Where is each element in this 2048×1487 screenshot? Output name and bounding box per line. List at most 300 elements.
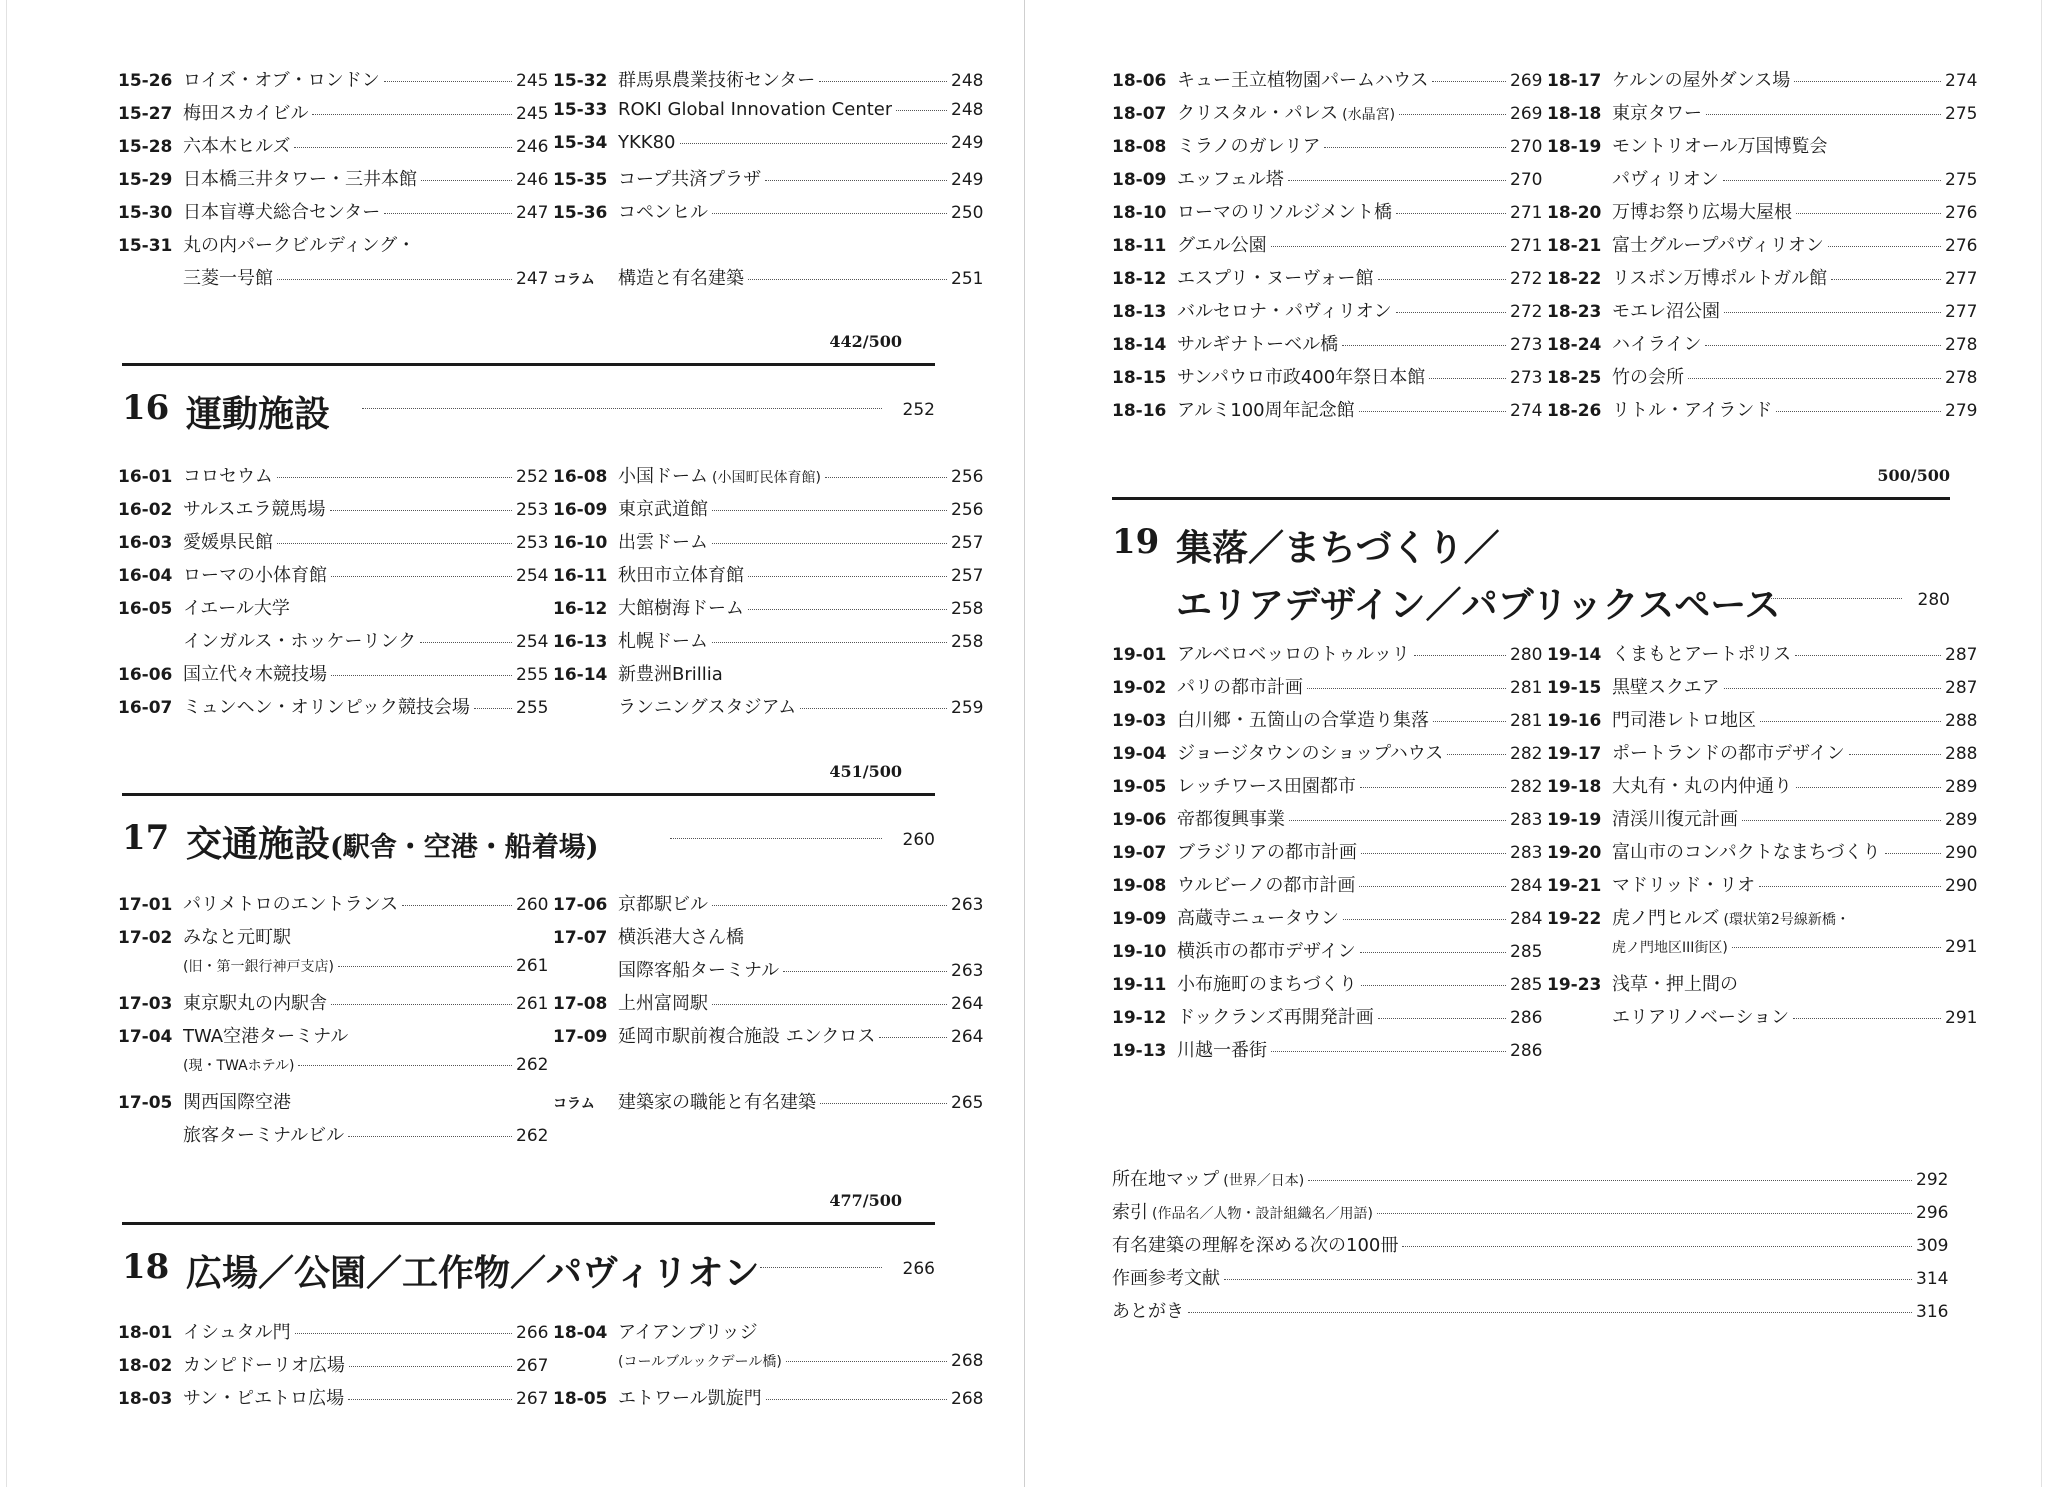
entry-title-text: 作画参考文献: [1112, 1268, 1220, 1289]
dot-leader: [1432, 81, 1506, 82]
entry-page: 282: [1510, 777, 1543, 797]
entry-title: [618, 66, 815, 92]
dot-leader: [384, 213, 512, 214]
entry-code: 15-29: [118, 170, 173, 190]
entry-title-text: 所在地マップ: [1112, 1169, 1220, 1190]
entry-title-text: みなと元町駅: [183, 927, 291, 948]
dot-leader: [748, 609, 947, 610]
toc-entry: [553, 693, 983, 726]
dot-leader: [1796, 787, 1941, 788]
dot-leader: [330, 510, 512, 511]
entry-page: 291: [1945, 937, 1978, 957]
dot-leader: [1776, 411, 1941, 412]
toc-column: [1112, 66, 1542, 429]
dot-leader: [277, 279, 512, 280]
toc-entry: [553, 890, 983, 923]
toc-entry: [1112, 330, 1542, 363]
entry-code: コラム: [553, 1096, 595, 1112]
section-page: 252: [902, 400, 935, 420]
entry-counter: 442/500: [829, 332, 902, 351]
entry-title-text: 虎ノ門ヒルズ: [1612, 908, 1720, 929]
entry-code: 18-04: [553, 1323, 608, 1343]
entry-page: 272: [1510, 269, 1543, 289]
toc-entry: [553, 923, 983, 956]
toc-column: [1547, 66, 1977, 429]
entry-code: 19-08: [1112, 876, 1167, 896]
dot-leader: [1706, 114, 1941, 115]
toc-entry: [1547, 871, 1977, 904]
entry-title: [1177, 231, 1267, 257]
dot-leader: [1433, 721, 1506, 722]
entry-code: 19-11: [1112, 975, 1167, 995]
toc-entry: [1547, 1003, 1977, 1036]
dot-leader: [1399, 114, 1506, 115]
entry-code: 18-13: [1112, 302, 1167, 322]
dot-leader: [1831, 279, 1941, 280]
entry-code: 19-05: [1112, 777, 1167, 797]
entry-title-text: 索引: [1112, 1202, 1148, 1223]
entry-title: [1177, 264, 1374, 290]
entry-title: [1177, 363, 1425, 389]
entry-title-text: 帝都復興事業: [1177, 809, 1285, 830]
entry-page: 277: [1945, 269, 1978, 289]
entry-title-text: 延岡市駅前複合施設 エンクロス: [618, 1026, 876, 1047]
entry-title-text: 高蔵寺ニュータウン: [1177, 908, 1339, 929]
entry-code: 18-22: [1547, 269, 1602, 289]
toc-entry: [118, 198, 548, 231]
dot-leader: [420, 642, 512, 643]
entry-title: [183, 890, 398, 916]
entry-title-text: 万博お祭り広場大屋根: [1612, 202, 1792, 223]
entry-title-text: アイアンブリッジ: [618, 1322, 758, 1343]
toc-entry: [118, 1121, 548, 1154]
entry-title-text: 国際客船ターミナル: [618, 960, 780, 981]
entry-title: [618, 132, 676, 153]
dot-leader: [786, 1361, 947, 1362]
entry-note: (水晶宮): [1342, 107, 1396, 123]
toc-entry: [1112, 772, 1542, 805]
dot-leader: [712, 510, 947, 511]
toc-entry: [553, 264, 983, 297]
dot-leader: [748, 576, 947, 577]
entry-title: [1177, 1036, 1267, 1062]
entry-page: 256: [951, 467, 984, 487]
entry-title-text: ケルンの屋外ダンス場: [1612, 70, 1791, 91]
dot-leader: [712, 1004, 947, 1005]
toc-entry: [118, 132, 548, 165]
toc-entry: [1547, 165, 1977, 198]
entry-title: [183, 132, 290, 158]
toc-entry: [553, 1022, 983, 1055]
entry-code: 15-30: [118, 203, 173, 223]
dot-leader: [295, 1333, 512, 1334]
entry-title: [1177, 297, 1392, 323]
entry-title: [1177, 330, 1338, 356]
entry-title: [618, 198, 708, 224]
entry-title-text: 横浜市の都市デザイン: [1177, 941, 1356, 962]
entry-title: [618, 99, 892, 120]
section-title-line1: 集落／まちづくり／: [1176, 527, 1500, 569]
entry-title: [183, 693, 470, 719]
toc-entry: [553, 231, 983, 264]
entry-code: 18-11: [1112, 236, 1167, 256]
entry-code: 18-12: [1112, 269, 1167, 289]
entry-code: 18-21: [1547, 236, 1602, 256]
entry-page: 261: [516, 994, 549, 1014]
entry-title-text: 小国ドーム: [618, 466, 708, 487]
toc-entry: [118, 1088, 548, 1121]
entry-page: 316: [1916, 1302, 1949, 1322]
entry-page: 281: [1510, 678, 1543, 698]
entry-code: 19-01: [1112, 645, 1167, 665]
toc-entry: [1112, 1003, 1542, 1036]
section-title-line2: エリアデザイン／パブリックスペース: [1176, 584, 1781, 626]
entry-page: 247: [516, 269, 549, 289]
entry-code: 17-06: [553, 895, 608, 915]
entry-title: [1612, 231, 1824, 257]
entry-page: 257: [951, 533, 984, 553]
dot-leader: [1885, 853, 1941, 854]
dot-leader: [819, 81, 947, 82]
dot-leader: [298, 1065, 512, 1066]
dot-leader: [896, 110, 947, 111]
toc-column: [553, 66, 983, 297]
entry-title: [618, 1318, 758, 1344]
entry-code: 17-05: [118, 1093, 173, 1113]
entry-title: [183, 1351, 345, 1377]
entry-title: [618, 989, 708, 1015]
entry-title-text: 虎ノ門地区III街区): [1612, 940, 1728, 956]
entry-page: 281: [1510, 711, 1543, 731]
toc-entry: [1547, 706, 1977, 739]
entry-code: 16-08: [553, 467, 608, 487]
entry-title-text: 大丸有・丸の内仲通り: [1612, 776, 1792, 797]
entry-title-text: リスボン万博ポルトガル館: [1612, 268, 1828, 289]
entry-page: 267: [516, 1389, 549, 1409]
entry-title: [1612, 805, 1738, 831]
entry-page: 273: [1510, 368, 1543, 388]
entry-title-text: ウルビーノの都市計画: [1177, 875, 1356, 896]
toc-entry: [553, 132, 983, 165]
entry-page: 246: [516, 170, 549, 190]
entry-code: 18-07: [1112, 104, 1167, 124]
section-title: [186, 386, 330, 437]
entry-title-text: (旧・第一銀行神戸支店): [183, 959, 334, 975]
entry-title: [1612, 673, 1720, 699]
entry-title-text: ミュンヘン・オリンピック競技会場: [183, 697, 470, 718]
toc-entry: [118, 528, 548, 561]
entry-page: 314: [1916, 1269, 1949, 1289]
entry-title: [1177, 396, 1355, 422]
entry-page: 266: [516, 1323, 549, 1343]
toc-entry: [1112, 165, 1542, 198]
entry-page: 264: [951, 994, 984, 1014]
entry-title: [618, 693, 796, 719]
entry-code: 18-10: [1112, 203, 1167, 223]
entry-title-text: サンパウロ市政400年祭日本館: [1177, 367, 1426, 388]
entry-title-text: 横浜港大さん橋: [618, 927, 744, 948]
entry-code: 18-17: [1547, 71, 1602, 91]
dot-leader: [1766, 598, 1902, 599]
entry-title-text: アルミ100周年記念館: [1177, 400, 1355, 421]
toc-entry: [118, 660, 548, 693]
toc-entry: [553, 594, 983, 627]
entry-title-text: 愛媛県民館: [183, 532, 273, 553]
section-rule: [1112, 497, 1950, 500]
entry-title-text: 上州富岡駅: [618, 993, 708, 1014]
entry-title: [1612, 99, 1702, 125]
entry-title: [183, 1055, 294, 1075]
entry-title-text: バルセロナ・パヴィリオン: [1177, 301, 1392, 322]
entry-title-text: エッフェル塔: [1177, 169, 1284, 190]
entry-code: コラム: [553, 272, 595, 288]
entry-page: 272: [1510, 302, 1543, 322]
appendix-entry: [1112, 1165, 1948, 1198]
entry-title-text: 大館樹海ドーム: [618, 598, 744, 619]
entry-title: [1177, 132, 1320, 158]
dot-leader: [1794, 81, 1941, 82]
entry-code: 16-06: [118, 665, 173, 685]
entry-code: 17-02: [118, 928, 173, 948]
entry-title: [183, 923, 291, 949]
toc-column: [553, 890, 983, 1121]
entry-title-text: カンピドーリオ広場: [183, 1355, 345, 1376]
toc-entry: [118, 165, 548, 198]
toc-entry: [1112, 66, 1542, 99]
entry-title: [1612, 937, 1728, 957]
entry-title: [183, 1384, 344, 1410]
entry-title: [1612, 165, 1719, 191]
dot-leader: [331, 1004, 512, 1005]
entry-title-text: 白川郷・五箇山の合掌造り集落: [1177, 710, 1429, 731]
dot-leader: [712, 543, 947, 544]
entry-title: [1612, 640, 1791, 666]
entry-page: 269: [1510, 104, 1543, 124]
entry-code: 19-06: [1112, 810, 1167, 830]
entry-title-text: 六本木ヒルズ: [183, 136, 291, 157]
entry-page: 268: [951, 1351, 984, 1371]
toc-entry: [1112, 838, 1542, 871]
entry-title-text: 日本橋三井タワー・三井本館: [183, 169, 417, 190]
dot-leader: [1742, 820, 1941, 821]
toc-column: [118, 66, 548, 297]
section-page: 280: [1917, 590, 1950, 610]
dot-leader: [1378, 279, 1506, 280]
entry-title: [183, 528, 273, 554]
toc-entry: [1547, 132, 1977, 165]
entry-title-text: グエル公園: [1177, 235, 1267, 256]
entry-code: 17-08: [553, 994, 608, 1014]
entry-page: 261: [516, 956, 549, 976]
toc-entry: [1112, 132, 1542, 165]
dot-leader: [1359, 886, 1506, 887]
entry-code: 18-08: [1112, 137, 1167, 157]
toc-entry: [1112, 904, 1542, 937]
toc-entry: [118, 66, 548, 99]
entry-title-text: レッチワース田園都市: [1177, 776, 1356, 797]
entry-title: [1612, 132, 1827, 158]
entry-page: 288: [1945, 744, 1978, 764]
toc-entry: [1547, 640, 1977, 673]
entry-title-text: ポートランドの都市デザイン: [1612, 743, 1845, 764]
dot-leader: [1361, 985, 1506, 986]
entry-page: 278: [1945, 368, 1978, 388]
entry-title: [183, 1318, 291, 1344]
appendix-entry: [1112, 1297, 1948, 1330]
entry-code: 18-06: [1112, 71, 1167, 91]
dot-leader: [820, 1103, 947, 1104]
entry-counter: 477/500: [829, 1191, 902, 1210]
entry-code: 19-18: [1547, 777, 1602, 797]
entry-code: 15-28: [118, 137, 173, 157]
toc-entry: [118, 989, 548, 1022]
section-title-main: 運動施設: [186, 393, 331, 435]
entry-page: 259: [951, 698, 984, 718]
entry-code: 15-27: [118, 104, 173, 124]
entry-title-text: 竹の会所: [1612, 367, 1684, 388]
entry-title-text: コペンヒル: [618, 202, 708, 223]
toc-entry: [118, 594, 548, 627]
entry-code: 18-15: [1112, 368, 1167, 388]
entry-title-text: ハイライン: [1612, 334, 1702, 355]
dot-leader: [1447, 754, 1506, 755]
entry-page: 264: [951, 1027, 984, 1047]
toc-column: [553, 462, 983, 726]
entry-title: [1612, 739, 1845, 765]
entry-counter: 451/500: [829, 762, 902, 781]
entry-title: [1612, 363, 1684, 389]
entry-page: 253: [516, 533, 549, 553]
entry-page: 286: [1510, 1008, 1543, 1028]
entry-title: [1177, 66, 1428, 92]
section-title: [186, 1245, 759, 1296]
dot-leader: [800, 708, 947, 709]
toc-entry: [1112, 706, 1542, 739]
dot-leader: [1724, 688, 1941, 689]
section-rule: [122, 793, 935, 796]
toc-entry: [1112, 937, 1542, 970]
entry-title-text: エスプリ・ヌーヴォー館: [1177, 268, 1374, 289]
dot-leader: [1271, 1051, 1506, 1052]
entry-title-text: 丸の内パークビルディング・: [183, 235, 416, 256]
dot-leader: [748, 279, 947, 280]
entry-title-text: ROKI Global Innovation Center: [618, 99, 893, 120]
entry-title: [1177, 838, 1357, 864]
entry-code: 18-19: [1547, 137, 1602, 157]
entry-note: (世界／日本): [1223, 1173, 1305, 1189]
entry-page: 249: [951, 170, 984, 190]
entry-page: 246: [516, 137, 549, 157]
entry-title-text: 門司港レトロ地区: [1612, 710, 1756, 731]
toc-entry: [1112, 264, 1542, 297]
entry-page: 286: [1510, 1041, 1543, 1061]
dot-leader: [1760, 721, 1941, 722]
dot-leader: [1759, 886, 1941, 887]
entry-title-text: ローマの小体育館: [183, 565, 327, 586]
toc-entry: [553, 528, 983, 561]
entry-title-text: イエール大学: [183, 598, 290, 619]
entry-page: 262: [516, 1126, 549, 1146]
toc-entry: [1112, 871, 1542, 904]
entry-code: 15-34: [553, 133, 608, 153]
entry-code: 19-16: [1547, 711, 1602, 731]
toc-entry: [1547, 739, 1977, 772]
entry-title: [183, 99, 308, 125]
entry-page: 292: [1916, 1170, 1949, 1190]
entry-page: 280: [1510, 645, 1543, 665]
entry-page: 285: [1510, 942, 1543, 962]
dot-leader: [1377, 1213, 1912, 1214]
entry-code: 18-16: [1112, 401, 1167, 421]
entry-title-text: 新豊洲Brillia: [618, 664, 723, 685]
dot-leader: [1307, 688, 1506, 689]
toc-entry: [1547, 805, 1977, 838]
dot-leader: [760, 1267, 882, 1268]
toc-entry: [553, 561, 983, 594]
dot-leader: [277, 477, 512, 478]
entry-page: 269: [1510, 71, 1543, 91]
entry-title: [1177, 198, 1392, 224]
entry-page: 267: [516, 1356, 549, 1376]
entry-page: 265: [951, 1093, 984, 1113]
dot-leader: [338, 966, 512, 967]
entry-page: 270: [1510, 137, 1543, 157]
entry-title-text: 清渓川復元計画: [1612, 809, 1738, 830]
dot-leader: [421, 180, 512, 181]
entry-code: 18-09: [1112, 170, 1167, 190]
entry-code: 17-07: [553, 928, 608, 948]
entry-title-text: サン・ピエトロ広場: [183, 1388, 345, 1409]
dot-leader: [384, 81, 512, 82]
entry-note: (作品名／人物・設計組織名／用語): [1152, 1206, 1373, 1222]
toc-entry: [1547, 970, 1977, 1003]
entry-title: [1612, 396, 1772, 422]
entry-code: 15-31: [118, 236, 173, 256]
entry-title-text: 日本盲導犬総合センター: [183, 202, 381, 223]
entry-title: [183, 1022, 348, 1048]
toc-entry: [553, 1088, 983, 1121]
entry-page: 282: [1510, 744, 1543, 764]
entry-code: 19-07: [1112, 843, 1167, 863]
entry-page: 245: [516, 104, 549, 124]
dot-leader: [1793, 1018, 1941, 1019]
entry-title-text: 群馬県農業技術センター: [618, 70, 816, 91]
entry-page: 283: [1510, 843, 1543, 863]
toc-entry: [1112, 396, 1542, 429]
entry-title-text: 東京駅丸の内駅舎: [183, 993, 327, 1014]
entry-page: 254: [516, 566, 549, 586]
entry-code: 16-13: [553, 632, 608, 652]
entry-title: [183, 627, 416, 653]
entry-page: 263: [951, 961, 984, 981]
section-title-main: 交通施設: [186, 823, 331, 865]
dot-leader: [1849, 754, 1941, 755]
toc-entry: [553, 1055, 983, 1088]
entry-title-text: 小布施町のまちづくり: [1177, 974, 1357, 995]
toc-entry: [1547, 198, 1977, 231]
dot-leader: [331, 576, 512, 577]
entry-title: [1112, 1297, 1184, 1323]
toc-entry: [1547, 904, 1977, 937]
entry-title: [1177, 970, 1357, 996]
toc-column: [1112, 640, 1542, 1069]
entry-page: 287: [1945, 645, 1978, 665]
entry-page: 275: [1945, 104, 1978, 124]
entry-title-text: くまもとアートポリス: [1612, 644, 1792, 665]
entry-title-text: 国立代々木競技場: [183, 664, 327, 685]
toc-entry: [118, 1351, 548, 1384]
entry-title: [1112, 1264, 1220, 1290]
